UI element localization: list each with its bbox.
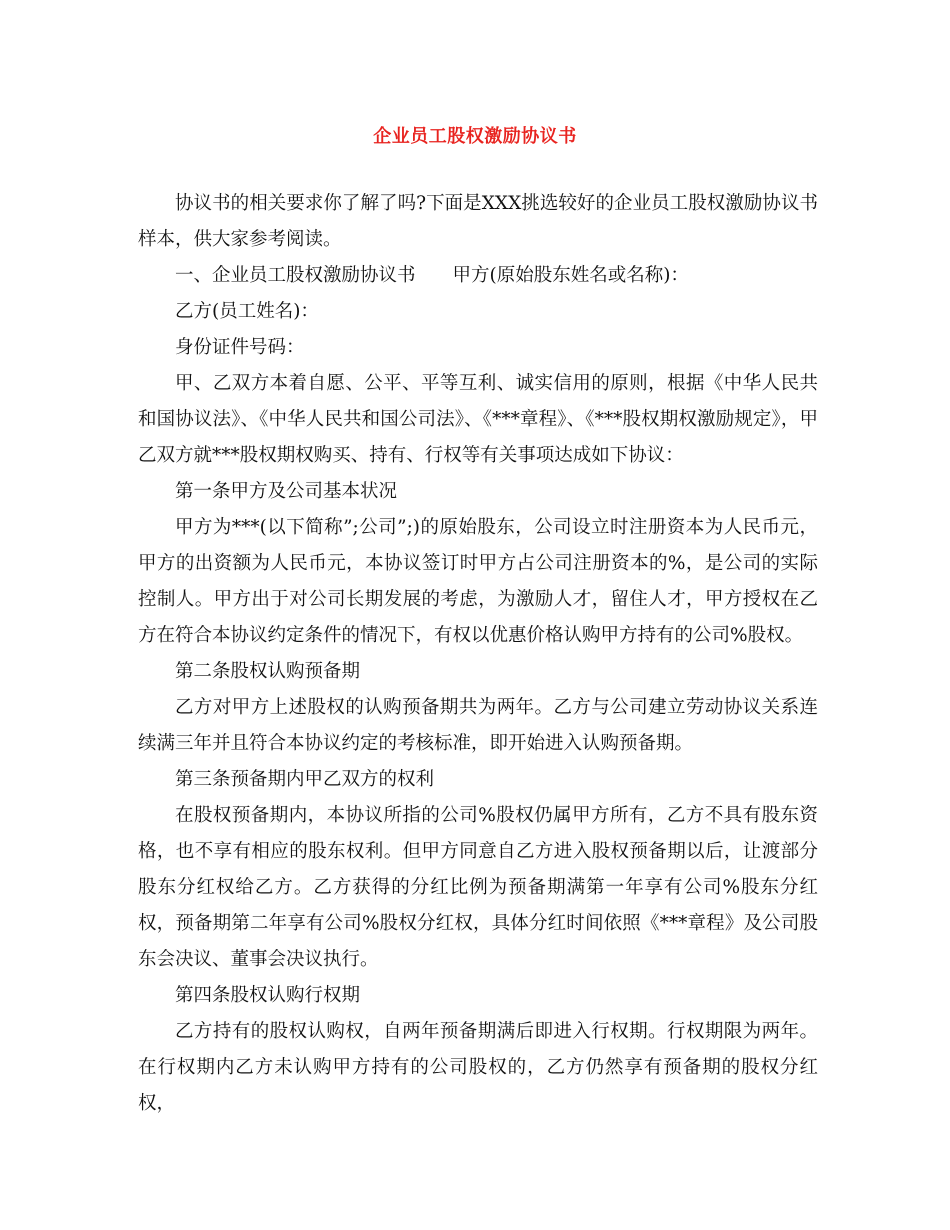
paragraph-id-number: 身份证件号码： [175, 337, 305, 358]
article-1-heading: 第一条甲方及公司基本状况 [175, 481, 398, 502]
article-1-text: 甲方为***(以下简称”;公司”;)的原始股东，公司设立时注册资本为人民币元，甲方的出资额为人民币元，本协议签订时甲方占公司注册资本的%，是公司的实际控制人。甲方出于对公司长期发展的考虑，为激励人才，留住人才，甲方授权在乙方在符合本协议约定条件的情况下，有权以优惠价格认购甲方持有的公司%股权。 [138, 517, 818, 646]
article-2-text: 乙方对甲方上述股权的认购预备期共为两年。乙方与公司建立劳动协议关系连续满三年并且符合本协议约定的考核标准，即开始进入认购预备期。 [138, 697, 818, 754]
paragraph-intro: 协议书的相关要求你了解了吗?下面是XXX挑选较好的企业员工股权激励协议书样本，供大家参考阅读。 [138, 193, 818, 250]
article-2-heading: 第二条股权认购预备期 [175, 661, 361, 682]
article-3-text: 在股权预备期内，本协议所指的公司%股权仍属甲方所有，乙方不具有股东资格，也不享有相应的股东权利。但甲方同意自乙方进入股权预备期以后，让渡部分股东分红权给乙方。乙方获得的分红比例为预备期满第一年享有公司%股东分红权，预备期第二年享有公司%股权分红权，具体分红时间依照《***章程》及公司股东会决议、董事会决议执行。 [138, 805, 818, 970]
paragraph-preamble: 甲、乙双方本着自愿、公平、平等互利、诚实信用的原则，根据《中华人民共和国协议法》、《中华人民共和国公司法》、《***章程》、《***股权期权激励规定》，甲乙双方就***股权期权购买、持有、行权等有关事项达成如下协议： [138, 373, 818, 466]
paragraph-party-a: 一、企业员工股权激励协议书 甲方(原始股东姓名或名称)： [175, 265, 689, 286]
article-4-text: 乙方持有的股权认购权，自两年预备期满后即进入行权期。行权期限为两年。在行权期内乙方未认购甲方持有的公司股权的，乙方仍然享有预备期的股权分红权， [138, 1021, 818, 1114]
article-4-heading: 第四条股权认购行权期 [175, 985, 361, 1006]
paragraph-party-b: 乙方(员工姓名)： [175, 301, 319, 322]
document-body [138, 186, 818, 1122]
article-3-heading: 第三条预备期内甲乙双方的权利 [175, 769, 435, 790]
document-title: 企业员工股权激励协议书 [373, 126, 577, 147]
